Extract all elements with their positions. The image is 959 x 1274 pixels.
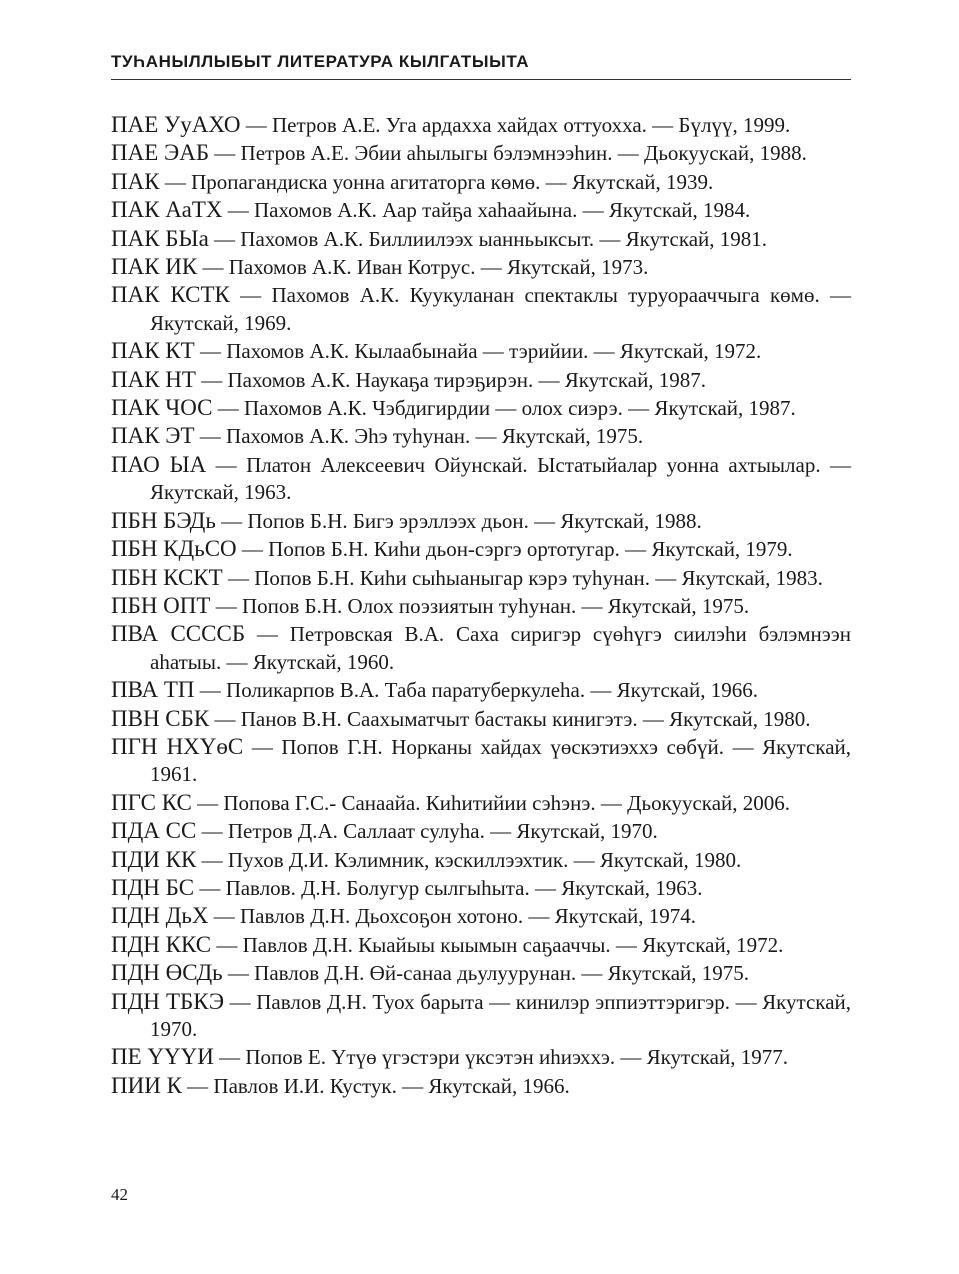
entry-description: — Пухов Д.И. Кэлимник, кэскиллээхтик. — Якутскай, 1980. (201, 847, 742, 872)
entry-description: — Попов Б.Н. Киһи сыһыаныгар кэрэ туһунан. — Якутскай, 1983. (227, 565, 823, 590)
list-item (111, 111, 851, 139)
entry-description: — Павлов И.И. Кустук. — Якутскай, 1966. (187, 1073, 570, 1098)
list-item (111, 139, 851, 167)
entry-abbreviation: ПАК НТ (111, 366, 196, 392)
entry-abbreviation: ПВА ТП (111, 677, 195, 703)
entry-abbreviation: ПДН ККС (111, 931, 212, 957)
entry-description: — Павлов Д.Н. Туох барыта — кинилэр эппиэттэригэр. — Якутскай, 1970. (150, 989, 852, 1041)
list-item (111, 988, 851, 1044)
list-item (111, 225, 851, 253)
list-item (111, 337, 851, 365)
list-item (111, 705, 851, 733)
list-item (111, 366, 851, 394)
entry-description: — Попов Б.Н. Киһи дьон-сэргэ ортотугар. — Якутскай, 1979. (241, 537, 793, 562)
entry-description: — Пахомов А.К. Аар тайҕа хаһаайына. — Якутскай, 1984. (227, 198, 751, 223)
entry-abbreviation: ПДН ТБКЭ (111, 988, 225, 1014)
entry-description: — Пахомов А.К. Чэбдигирдии — олох сиэрэ. — Якутскай, 1987. (217, 396, 796, 421)
list-item (111, 564, 851, 592)
entry-description: — Панов В.Н. Саахыматчыт бастакы кинигэтэ. — Якутскай, 1980. (214, 706, 811, 731)
list-item (111, 931, 851, 959)
entry-description: — Попов Г.Н. Норканы хайдах үөскэтиэххэ сөбүй. — Якутскай, 1961. (150, 734, 851, 787)
header-rule (111, 79, 851, 80)
entry-description: — Попов Е. Үтүө үгэстэри үксэтэн иһиэххэ. — Якутскай, 1977. (219, 1045, 788, 1070)
entry-abbreviation: ПГН НХҮөС (111, 733, 244, 759)
list-item (111, 253, 851, 281)
entry-description: — Пахомов А.К. Наукаҕа тирэҕирэн. — Якутскай, 1987. (201, 367, 707, 392)
entry-description: — Пахомов А.К. Биллиилээх ыанньыксыт. — Якутскай, 1981. (214, 226, 768, 251)
list-item (111, 902, 851, 930)
entry-description: — Петровская В.А. Саха сиригэр сүөһүгэ сиилэһи бэлэмнээн аһатыы. — Якутскай, 1960. (150, 622, 852, 674)
entry-abbreviation: ПВА СССCБ (111, 621, 246, 647)
entry-description: — Пропагандиска уонна агитаторга көмө. — Якутскай, 1939. (164, 169, 714, 194)
list-item (111, 422, 851, 450)
entry-description: — Попов Б.Н. Бигэ эрэллээх дьон. — Якутскай, 1988. (221, 508, 702, 533)
entry-abbreviation: ПБН КДьСО (111, 536, 237, 562)
list-item (111, 535, 851, 563)
entry-abbreviation: ПБН ОПТ (111, 592, 211, 618)
entry-abbreviation: ПАК ЧОС (111, 395, 213, 421)
list-item (111, 789, 851, 817)
entry-abbreviation: ПАЕ УуАХО (111, 112, 241, 137)
entry-abbreviation: ПДА СС (111, 818, 197, 844)
entry-description: — Попов Б.Н. Олох поэзиятын туһунан. — Якутскай, 1975. (215, 593, 750, 618)
entry-description: — Пахомов А.К. Иван Котрус. — Якутскай, 1973. (202, 255, 649, 280)
entry-description: — Павлов Д.Н. Өй-санаа дьулуурунан. — Якутскай, 1975. (227, 961, 750, 986)
entry-abbreviation: ПЕ ҮҮҮИ (111, 1044, 214, 1070)
list-item (111, 394, 851, 422)
list-item (111, 451, 851, 507)
entry-description: — Платон Алексеевич Ойунскай. Ыстатыйалар уонна ахтыылар. — Якутскай, 1963. (150, 452, 851, 505)
abbreviation-list (111, 111, 851, 1100)
entry-description: — Павлов Д.Н. Кыайыы кыымын саҕааччы. — Якутскай, 1972. (216, 932, 784, 957)
entry-abbreviation: ПДН БС (111, 874, 195, 900)
list-item (111, 592, 851, 620)
entry-description: — Пахомов А.К. Кылаабынайа — тэрийии. — Якутскай, 1972. (199, 339, 762, 364)
entry-description: — Попова Г.С.- Санаайа. Киһитийии сэһэнэ. — Дьокуускай, 2006. (197, 790, 791, 815)
entry-abbreviation: ПДН ӨСДь (111, 960, 223, 986)
entry-abbreviation: ПАК ИК (111, 254, 198, 280)
entry-abbreviation: ПБН КСКТ (111, 564, 223, 590)
entry-abbreviation: ПБН БЭДь (111, 507, 216, 533)
entry-abbreviation: ПАК ЭТ (111, 423, 195, 449)
list-item (111, 817, 851, 845)
entry-description: — Петров А.Е. Уга ардахха хайдах оттуохха. — Бүлүү, 1999. (245, 113, 791, 137)
entry-abbreviation: ПДИ КК (111, 846, 197, 872)
entry-abbreviation: ПДН ДьХ (111, 903, 209, 929)
entry-description: — Петров Д.А. Саллаат сулуһа. — Якутскай, 1970. (201, 819, 658, 844)
list-item (111, 874, 851, 902)
entry-abbreviation: ПВН СБК (111, 705, 210, 731)
list-item (111, 733, 851, 789)
running-title: ТУҺАНЫЛЛЫБЫТ ЛИТЕРАТУРА КЫЛГАТЫЫТА (111, 52, 530, 71)
list-item (111, 1072, 851, 1100)
entry-description: — Петров А.Е. Эбии аһылыгы бэлэмнээһин. — Дьокуускай, 1988. (214, 141, 807, 166)
list-item (111, 168, 851, 196)
entry-abbreviation: ПАК (111, 168, 160, 194)
entry-description: — Пахомов А.К. Эһэ туһунан. — Якутскай, 1975. (199, 424, 644, 449)
list-item (111, 959, 851, 987)
entry-abbreviation: ПИИ К (111, 1072, 182, 1098)
list-item (111, 846, 851, 874)
list-item (111, 620, 851, 676)
list-item (111, 676, 851, 704)
entry-abbreviation: ПАК КСТК (111, 282, 230, 308)
page-number: 42 (111, 1185, 128, 1204)
entry-abbreviation: ПГС КС (111, 789, 192, 815)
list-item (111, 507, 851, 535)
entry-abbreviation: ПАЕ ЭАБ (111, 140, 210, 166)
entry-abbreviation: ПАК БЫа (111, 225, 209, 251)
entry-abbreviation: ПАО ЫА (111, 451, 207, 477)
entry-description: — Поликарпов В.А. Таба паратуберкулеһа. — Якутскай, 1966. (199, 678, 758, 703)
list-item (111, 1043, 851, 1071)
entry-description: — Павлов Д.Н. Дьохсоҕон хотоно. — Якутскай, 1974. (213, 904, 697, 929)
entry-abbreviation: ПАК АаТХ (111, 197, 223, 223)
list-item (111, 281, 851, 337)
entry-abbreviation: ПАК КТ (111, 338, 195, 364)
entry-description: — Пахомов А.К. Куукуланан спектаклы туруорааччыга көмө. — Якутскай, 1969. (150, 283, 852, 335)
entry-description: — Павлов. Д.Н. Болугур сылгыһыта. — Якутскай, 1963. (199, 875, 703, 900)
list-item (111, 196, 851, 224)
